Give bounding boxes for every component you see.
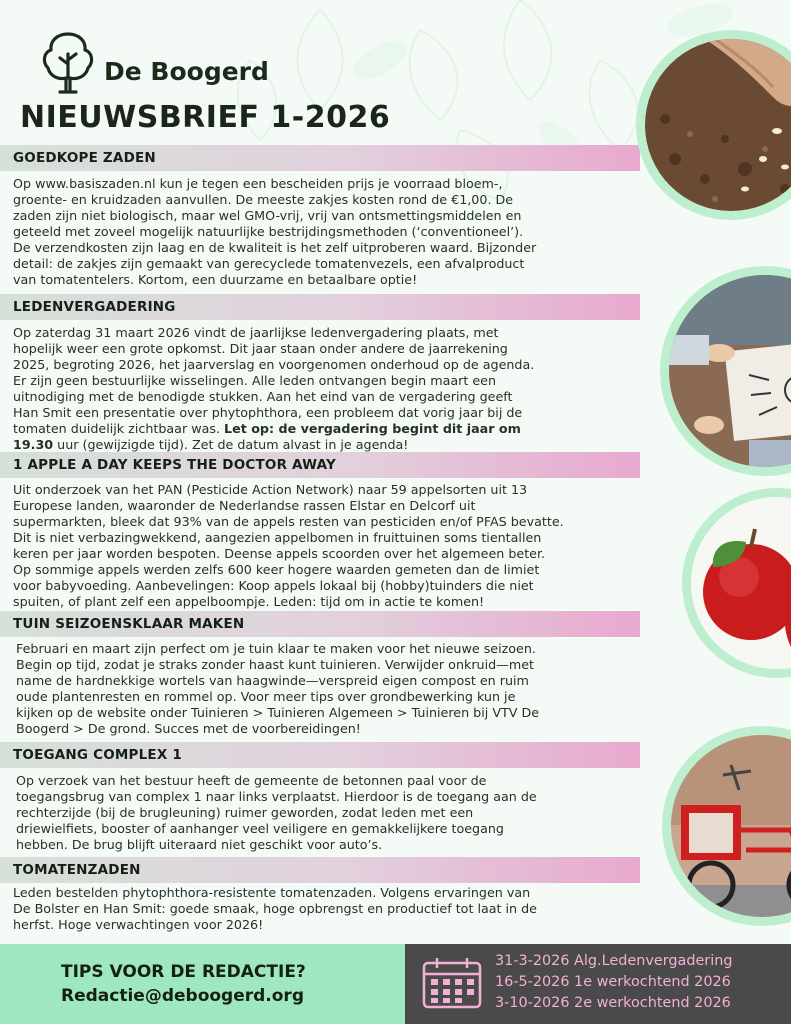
text-line: Er zijn geen bestuurlijke wisselingen. Alle leden ontvangen begin maart een xyxy=(13,373,496,388)
text-line: Op www.basiszaden.nl kun je tegen een bescheiden prijs je voorraad bloem-, xyxy=(13,176,503,191)
text-line: groente- en kruidzaden aanvullen. De meeste zakjes kosten rond de €1,00. De xyxy=(13,192,514,207)
text-line: hopelijk weer een grote opkomst. Dit jaar staan onder andere de jaarrekening xyxy=(13,341,508,356)
text-span: uur (gewijzigde tijd). Zet de datum alvast in je agenda! xyxy=(53,437,409,452)
redaction-email-link[interactable]: Redactie@deboogerd.org xyxy=(61,986,304,1006)
section-title: TOMATENZADEN xyxy=(13,862,141,878)
text-line: Dit is niet verbazingwekkend, aangezien appelbomen in fruittuinen soms tientallen xyxy=(13,530,542,545)
footer-calendar xyxy=(405,944,791,1024)
highlight-text: Let op: de vergadering begint dit jaar om xyxy=(224,421,521,436)
text-line: keren per jaar worden bespoten. Deense appels scoorden over het algemeen beter. xyxy=(13,546,546,561)
text-line: van tomatentelers. Kortom, een duurzame en betaalbare optie! xyxy=(13,272,418,287)
section-title: 1 APPLE A DAY KEEPS THE DOCTOR AWAY xyxy=(13,457,336,473)
calendar-icon xyxy=(421,956,483,1010)
event-item: 3-10-2026 2e werkochtend 2026 xyxy=(495,995,731,1011)
text-line: geteeld met zoveel mogelijk natuurlijke bestrijdingsmethoden (‘conventioneel’). xyxy=(13,224,524,239)
section-body xyxy=(13,325,534,453)
section-body xyxy=(16,641,539,737)
section-body xyxy=(13,885,537,933)
text-line: De verzendkosten zijn laag en de kwaliteit is het zelf uitproberen waard. Bijzonder xyxy=(13,240,537,255)
text-line: detail: de zakjes zijn gemaakt van gerecyclede tomatenvezels, een afvalproduct xyxy=(13,256,525,271)
text-line: toegangsbrug van complex 1 naar links verplaatst. Hierdoor is de toegang aan de xyxy=(16,789,537,804)
text-line: Op sommige appels werden zelfs 600 keer hogere waarden gemeten dan de limiet xyxy=(13,562,540,577)
section-body xyxy=(13,482,564,610)
text-line: Februari en maart zijn perfect om je tuin klaar te maken voor het nieuwe seizoen. xyxy=(16,641,536,656)
text-line: Op verzoek van het bestuur heeft de gemeente de betonnen paal voor de xyxy=(16,773,487,788)
text-line xyxy=(13,421,534,437)
text-line: Begin op tijd, zodat je straks zonder haast kunt tuinieren. Verwijder onkruid—met xyxy=(16,657,534,672)
section-title: TUIN SEIZOENSKLAAR MAKEN xyxy=(13,616,245,632)
tips-title: TIPS VOOR DE REDACTIE? xyxy=(61,962,306,982)
text-line: 2025, begroting 2026, het jaarverslag en voorgenomen onderhoud op de agenda. xyxy=(13,357,535,372)
text-line: supermarkten, bleek dat 93% van de appels resten van pesticiden en/of PFAS bevatte. xyxy=(13,514,564,529)
section-body xyxy=(13,176,536,288)
text-line: uitnodiging met de benodigde stukken. Aan het eind van de vergadering geeft xyxy=(13,389,513,404)
section-body xyxy=(16,773,537,853)
brand-name: De Boogerd xyxy=(104,56,269,86)
text-line: herfst. Hoge verwachtingen voor 2026! xyxy=(13,917,264,932)
text-line: voor babyvoeding. Aanbevelingen: Koop appels lokaal bij (hobby)tuinders die niet xyxy=(13,578,534,593)
text-line: name de hardnekkige wortels van haagwinde—verspreid eigen compost en ruim xyxy=(16,673,529,688)
section-title: TOEGANG COMPLEX 1 xyxy=(13,747,182,763)
section-title: GOEDKOPE ZADEN xyxy=(13,150,156,166)
footer-contact xyxy=(0,944,405,1024)
text-line: hebben. De brug blijft uiteraard niet geschikt voor auto’s. xyxy=(16,837,383,852)
text-line: spuiten, of plant zelf een appelboompje. Leden: tijd om in actie te komen! xyxy=(13,594,485,609)
text-line: Han Smit een presentatie over phytophthora, een probleem dat vorig jaar bij de xyxy=(13,405,523,420)
text-line: rechterzijde (bij de brugleuning) ruimer geworden, zodat leden met een xyxy=(16,805,474,820)
text-line: Boogerd > De grond. Succes met de voorbereidingen! xyxy=(16,721,361,736)
event-item: 31-3-2026 Alg.Ledenvergadering xyxy=(495,953,733,969)
text-line: driewielfiets, booster of aanhanger veel veiligere en gemakkelijkere toegang xyxy=(16,821,504,836)
text-line: kijken op de website onder Tuinieren > Tuinieren Algemeen > Tuinieren bij VTV De xyxy=(16,705,540,720)
text-line: De Bolster en Han Smit: goede smaak, hoge opbrengst en productief tot laat in de xyxy=(13,901,537,916)
text-line: oude plantenresten en rommel op. Voor meer tips over grondbewerking kun je xyxy=(16,689,516,704)
section-title: LEDENVERGADERING xyxy=(13,299,176,315)
text-line: Europese landen, waaronder de Nederlandse rassen Elstar en Delcorf uit xyxy=(13,498,476,513)
text-line: zaden zijn niet biologisch, maar wel GMO-vrij, vrij van ontsmettingsmiddelen en xyxy=(13,208,522,223)
text-line: Uit onderzoek van het PAN (Pesticide Action Network) naar 59 appelsorten uit 13 xyxy=(13,482,528,497)
highlight-text: 19.30 xyxy=(13,437,54,452)
text-line: Op zaterdag 31 maart 2026 vindt de jaarlijkse ledenvergadering plaats, met xyxy=(13,325,499,340)
text-span: tomaten duidelijk zichtbaar was. xyxy=(13,421,225,436)
brand-logo xyxy=(40,30,269,96)
tree-icon xyxy=(40,30,96,96)
newsletter-title: NIEUWSBRIEF 1-2026 xyxy=(20,100,391,135)
event-dates xyxy=(495,951,732,1014)
event-item: 16-5-2026 1e werkochtend 2026 xyxy=(495,974,731,990)
text-line xyxy=(13,437,534,453)
text-line: Leden bestelden phytophthora-resistente tomatenzaden. Volgens ervaringen van xyxy=(13,885,531,900)
